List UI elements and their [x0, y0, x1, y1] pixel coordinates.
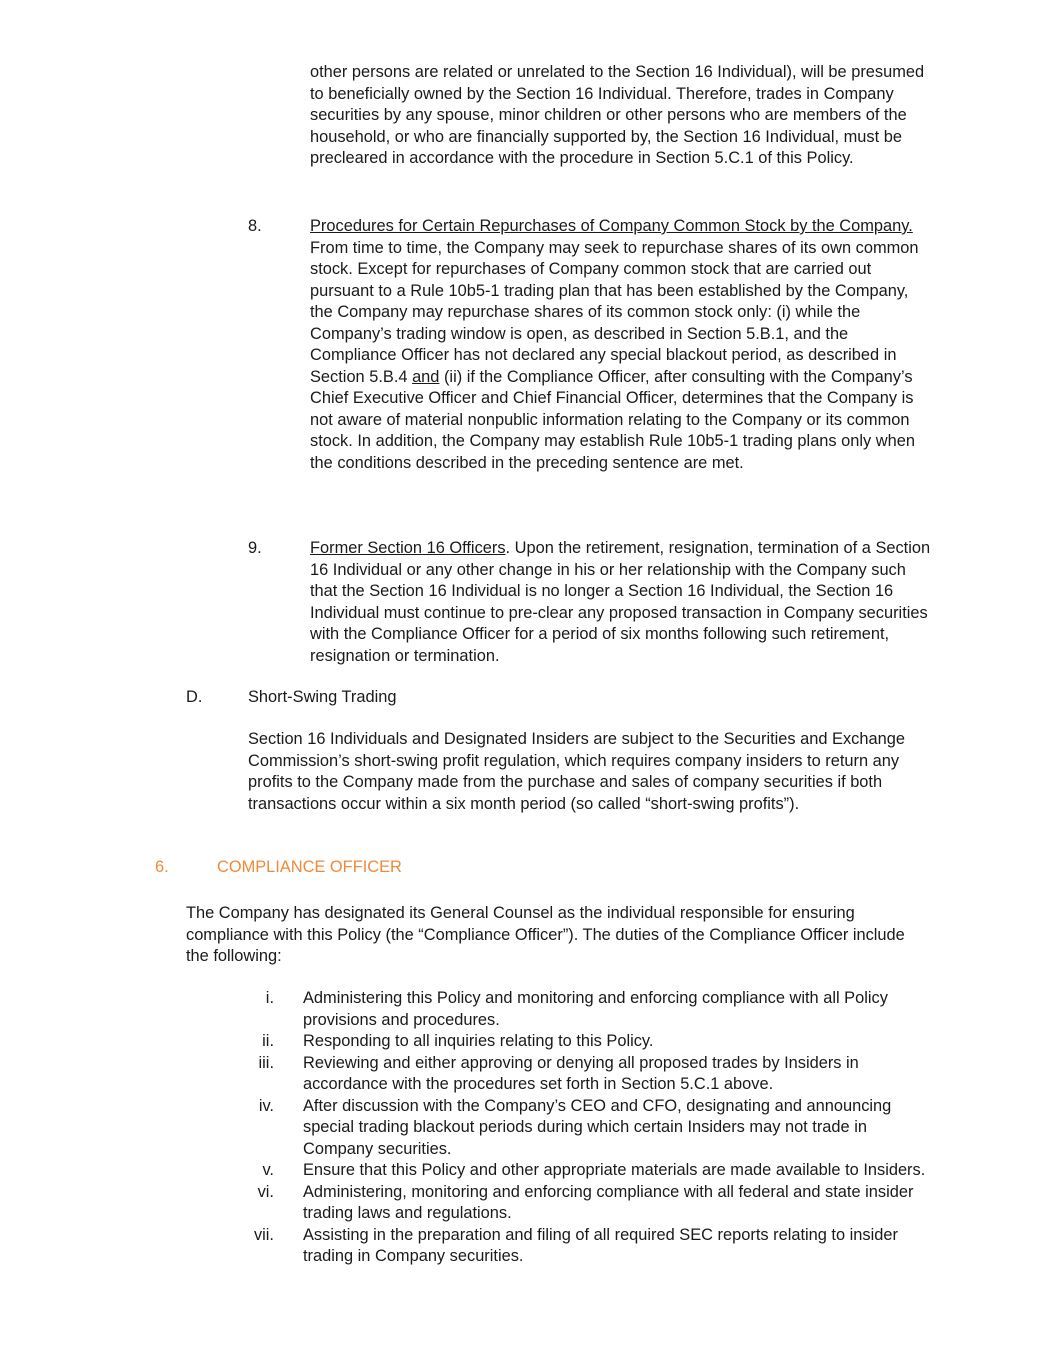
item-9-body [310, 538, 935, 667]
section-6-heading [155, 857, 855, 879]
item-8-number: 8. [248, 217, 262, 235]
list-item [240, 1031, 940, 1053]
section-6-title: COMPLIANCE OFFICER [217, 858, 402, 876]
list-item-number: iii. [258, 1053, 274, 1072]
list-item-number: i. [265, 989, 274, 1007]
item-9 [248, 538, 938, 667]
item-8-body [310, 216, 935, 474]
item-8-text-b: (ii) if the Compliance Officer, after consulting with the Company’s Chief Executive Officer and Chief Financial Officer, determines that the Company is not aware of material nonpublic information relating to the Company or its common stock. In addition, the Company may establish Rule 10b5-1 trading plans only when the conditions described in the preceding sentence are met. [310, 367, 915, 472]
list-item [240, 1182, 940, 1225]
item-9-text: . Upon the retirement, resignation, termination of a Section 16 Individual or any other change in his or her relationship with the Company such that the Section 16 Individual is no longer a Section 16 Individual, the Section 16 Individual must continue to pre-clear any proposed transaction in Company securities with the Compliance Officer for a period of six months following such retirement, resignation or termination. [310, 539, 931, 665]
section-d-letter: D. [186, 688, 203, 706]
section-6-intro: The Company has designated its General Counsel as the individual responsible for ensuring compliance with this Policy (the “Compliance Officer”). The duties of the Compliance Officer include the following: [186, 904, 905, 965]
section-d-paragraph: Section 16 Individuals and Designated Insiders are subject to the Securities and Exchange Commission’s short-swing profit regulation, which requires company insiders to return any profits to the Company made from the purchase and sales of company securities if both transactions occur within a six month period (so called “short-swing profits”). [248, 730, 905, 813]
list-item [240, 1053, 940, 1096]
section-d-heading [186, 687, 886, 709]
list-item-text: Administering this Policy and monitoring and enforcing compliance with all Policy provisions and procedures. [303, 989, 888, 1029]
section-d-title: Short-Swing Trading [248, 688, 397, 706]
item-8 [248, 216, 938, 474]
item-8-text-a: From time to time, the Company may seek to repurchase shares of its own common stock. Except for repurchases of Company common stock that are carried out pursuant to a Rule 10b5-1 trading plan that has been established by the Company, the Company may repurchase shares of its common stock only: (i) while the Company’s trading window is open, as described in Section 5.B.1, and the Compliance Officer has not declared any special blackout period, as described in Section 5.B.4 [310, 238, 919, 386]
list-item-text: Assisting in the preparation and filing of all required SEC reports relating to insider trading in Company securities. [303, 1225, 898, 1265]
item-9-heading: Former Section 16 Officers [310, 539, 506, 557]
continuation-paragraph: other persons are related or unrelated to the Section 16 Individual), will be presumed to beneficially owned by the Section 16 Individual. Therefore, trades in Company securities by any spouse, minor children or other persons who are members of the household, or who are financially supported by, the Section 16 Individual, must be precleared in accordance with the procedure in Section 5.C.1 of this Policy. [310, 63, 925, 167]
list-item-number: v. [262, 1161, 274, 1179]
list-item-number: vi. [257, 1182, 274, 1201]
item-8-heading: Procedures for Certain Repurchases of Company Common Stock by the Company. [310, 217, 913, 235]
list-item [240, 1096, 940, 1161]
list-item [240, 1225, 940, 1268]
duties-list [240, 988, 940, 1268]
list-item-number: ii. [262, 1032, 274, 1050]
list-item-text: Reviewing and either approving or denying all proposed trades by Insiders in accordance with the procedures set forth in Section 5.C.1 above. [303, 1053, 859, 1093]
section-6-number: 6. [155, 858, 169, 876]
list-item [240, 988, 940, 1031]
list-item-text: Responding to all inquiries relating to this Policy. [303, 1032, 654, 1050]
list-item-number: iv. [258, 1096, 274, 1115]
list-item-number: vii. [253, 1225, 274, 1244]
list-item-text: Administering, monitoring and enforcing compliance with all federal and state insider trading laws and regulations. [303, 1182, 914, 1222]
list-item-text: Ensure that this Policy and other appropriate materials are made available to Insiders. [303, 1161, 926, 1179]
item-8-and: and [412, 367, 440, 386]
list-item [240, 1160, 940, 1182]
item-9-number: 9. [248, 539, 262, 557]
list-item-text: After discussion with the Company’s CEO and CFO, designating and announcing special trading blackout periods during which certain Insiders may not trade in Company securities. [303, 1096, 892, 1158]
